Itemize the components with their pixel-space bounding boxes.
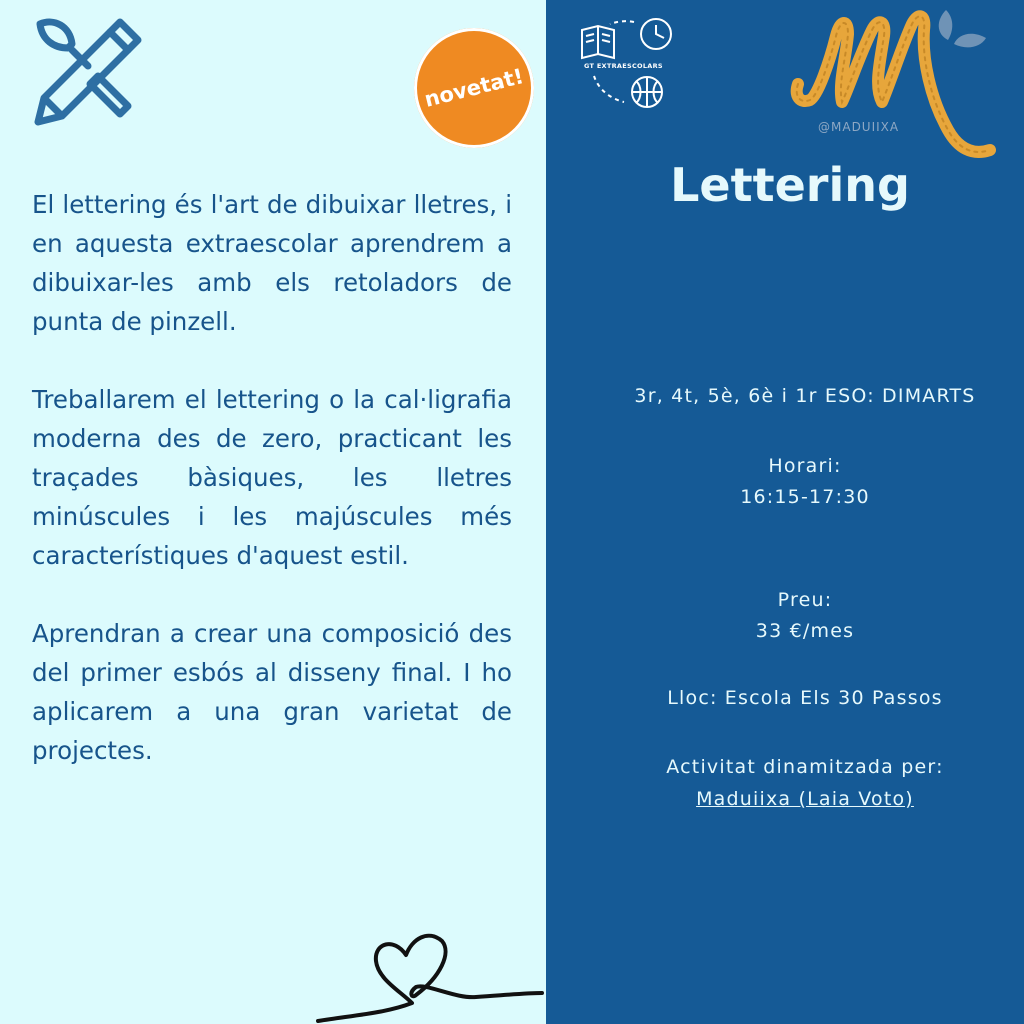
instructor-label: Activitat dinamitzada per: [666,756,944,778]
schedule-days: 3r, 4t, 5è, 6è i 1r ESO: DIMARTS [634,385,976,407]
clock-icon [641,19,671,49]
basketball-icon [632,77,662,107]
brush-pencil-icon [28,14,148,132]
maduiixa-logo [786,0,1006,162]
maker-handle: @MADUIIXA [818,120,900,134]
hours-label: Horari: [768,455,842,477]
price-label: Preu: [777,589,833,611]
heart-doodle-icon [316,925,544,1024]
instructor [560,783,1024,816]
place: Lloc: Escola Els 30 Passos [667,687,943,709]
new-badge-label: novetat! [422,64,526,112]
instructor-link[interactable]: Maduiixa (Laia Voto) [696,788,914,810]
description-paragraph-1: El lettering és l'art de dibuixar lletres, i en aquesta extraescolar aprendrem a dibuixar-les amb els retoladors de punta de pinzell. [32,190,512,336]
page-title: Lettering [670,158,910,212]
new-badge [414,28,534,148]
description-paragraph-3: Aprendran a crear una composició des del primer esbós al disseny final. I ho aplicarem a una gran varietat de projectes. [32,619,512,765]
price-value: 33 €/mes [755,620,855,642]
book-icon [582,26,614,58]
description [32,185,512,809]
hours-value: 16:15-17:30 [740,486,870,508]
gt-logo-label: GT EXTRAESCOLARS [584,62,663,70]
description-paragraph-2: Treballarem el lettering o la cal·ligrafia moderna des de zero, practicant les traçades bàsiques, les lletres minúscules i les majúscules més característiques d'aquest estil. [32,385,512,570]
leaves-icon [939,10,986,47]
